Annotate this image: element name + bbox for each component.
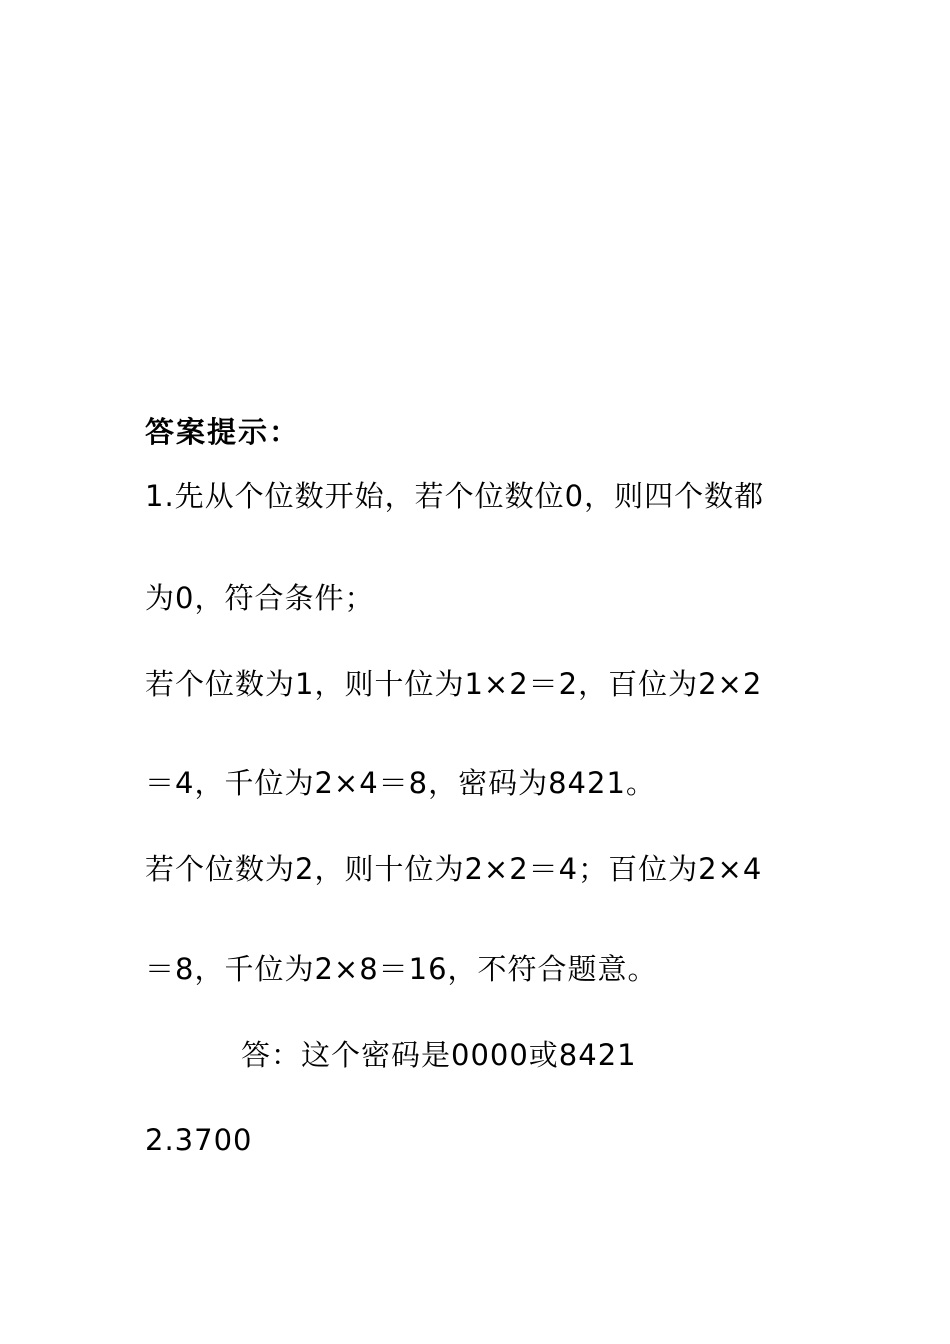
answer-line: 若个位数为2，则十位为2×2＝4；百位为2×4 <box>145 852 763 886</box>
answer-line: 2.3700 <box>145 1123 253 1157</box>
answer-line: 若个位数为1，则十位为1×2＝2，百位为2×2 <box>145 667 763 701</box>
answer-heading: 答案提示： <box>145 415 301 449</box>
answer-line: ＝8，千位为2×8＝16，不符合题意。 <box>145 952 658 986</box>
answer-line: 为0，符合条件； <box>145 581 375 615</box>
answer-line: ＝4，千位为2×4＝8，密码为8421。 <box>145 766 656 800</box>
final-answer-line: 答：这个密码是0000或8421 <box>241 1038 637 1072</box>
answer-line: 1.先从个位数开始，若个位数位0，则四个数都 <box>145 479 765 513</box>
